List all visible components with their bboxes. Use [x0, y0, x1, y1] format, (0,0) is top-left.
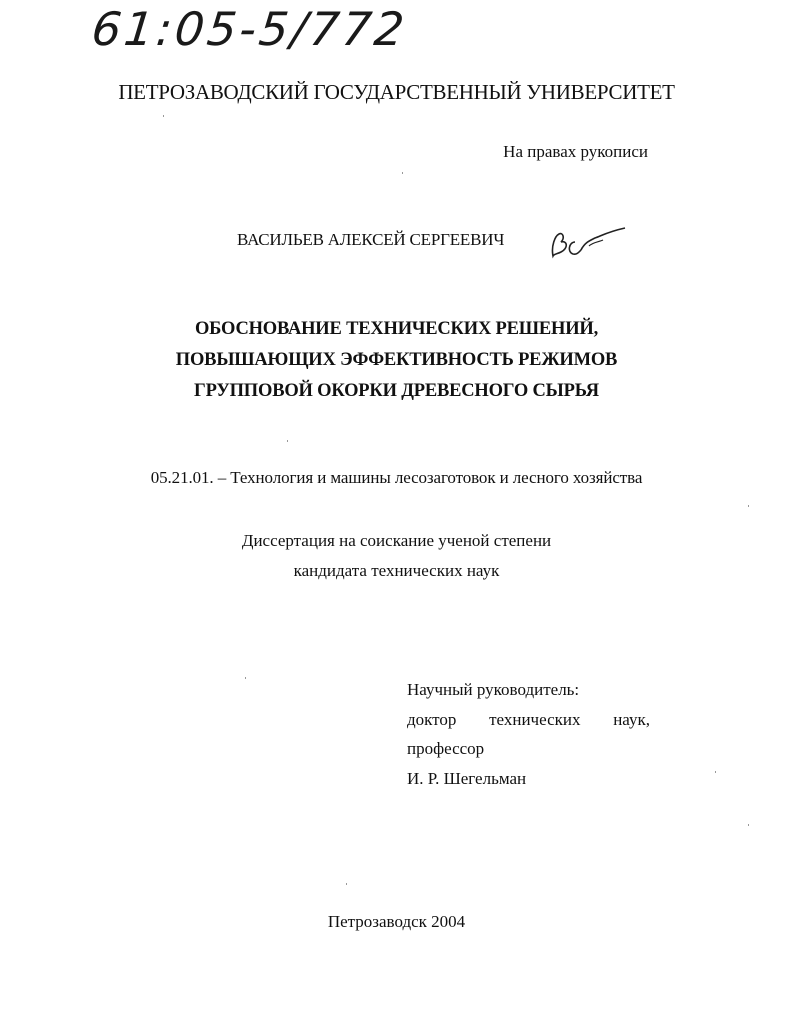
scan-speck	[715, 771, 716, 773]
scan-speck	[346, 883, 347, 885]
author-signature	[545, 220, 635, 264]
scan-speck	[748, 824, 749, 826]
title-line-2: ПОВЫШАЮЩИХ ЭФФЕКТИВНОСТЬ РЕЖИМОВ	[175, 350, 618, 370]
supervisor-name: И. Р. Шегельман	[407, 768, 527, 788]
scan-speck	[748, 505, 749, 507]
degree-line-1: Диссертация на соискание ученой степени	[241, 531, 552, 550]
city-and-year: Петрозаводск 2004	[327, 912, 466, 931]
scan-speck	[163, 115, 164, 117]
scan-speck	[402, 172, 403, 174]
supervisor-heading: Научный руководитель:	[407, 680, 580, 699]
supervisor-degree-word: наук,	[613, 709, 650, 729]
title-line-1: ОБОСНОВАНИЕ ТЕХНИЧЕСКИХ РЕШЕНИЙ,	[194, 319, 599, 339]
supervisor-degree-word: доктор	[407, 709, 457, 729]
supervisor-degree-word: технических	[489, 709, 581, 729]
manuscript-rights-note: На правах рукописи	[503, 142, 648, 161]
supervisor-block	[407, 675, 650, 793]
supervisor-degree	[407, 705, 650, 735]
degree-statement	[0, 526, 793, 586]
dissertation-title	[0, 314, 793, 407]
supervisor-title: профессор	[407, 739, 485, 758]
scan-speck	[287, 440, 288, 442]
author-name: ВАСИЛЬЕВ АЛЕКСЕЙ СЕРГЕЕВИЧ	[237, 230, 505, 249]
scan-speck	[245, 677, 246, 679]
specialty-code: 05.21.01. – Технология и машины лесозаготовок и лесного хозяйства	[150, 468, 643, 487]
title-line-3: ГРУППОВОЙ ОКОРКИ ДРЕВЕСНОГО СЫРЬЯ	[194, 381, 599, 401]
degree-line-2: кандидата технических наук	[293, 561, 500, 580]
university-name: ПЕТРОЗАВОДСКИЙ ГОСУДАРСТВЕННЫЙ УНИВЕРСИТЕТ	[118, 80, 675, 104]
archive-number-stamp: 61:05-5/772	[89, 2, 410, 56]
